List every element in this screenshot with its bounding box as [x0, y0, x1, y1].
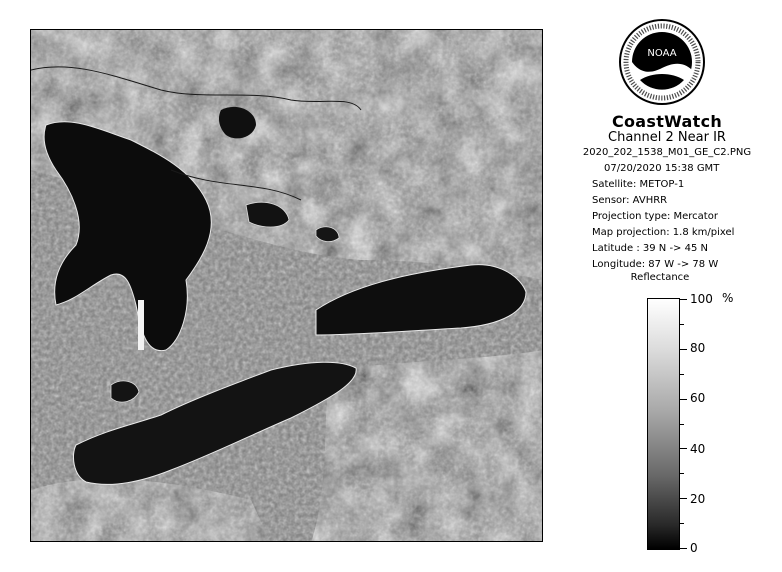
- colorbar-tick: [680, 349, 687, 350]
- satellite-label: Satellite: METOP-1: [592, 179, 685, 190]
- colorbar-tick: [680, 399, 687, 400]
- legend-unit: %: [722, 291, 734, 305]
- product-title: CoastWatch: [611, 112, 723, 131]
- colorbar-tick: [680, 424, 684, 425]
- channel-name: Channel 2 Near IR: [608, 130, 726, 145]
- tick-label-20: 20: [690, 492, 706, 506]
- map-projection-label: Map projection: 1.8 km/pixel: [592, 227, 735, 238]
- noaa-logo-icon: [618, 18, 706, 106]
- legend-title: Reflectance: [630, 272, 690, 283]
- colorbar-tick: [680, 448, 687, 449]
- colorbar-tick: [680, 523, 684, 524]
- colorbar-tick: [680, 324, 684, 325]
- datetime: 07/20/2020 15:38 GMT: [604, 163, 720, 174]
- tick-label-80: 80: [690, 341, 706, 355]
- latitude-label: Latitude : 39 N -> 45 N: [592, 243, 708, 254]
- reflectance-colorbar: [647, 298, 680, 550]
- projection-type-label: Projection type: Mercator: [592, 211, 718, 222]
- colorbar-tick: [680, 498, 687, 499]
- colorbar-tick: [680, 374, 684, 375]
- noaa-logo-text: NOAA: [647, 48, 677, 59]
- file-name: 2020_202_1538_M01_GE_C2.PNG: [582, 147, 752, 158]
- satellite-image-icon: [31, 30, 543, 542]
- sensor-label: Sensor: AVHRR: [592, 195, 668, 206]
- noaa-logo: [618, 18, 706, 106]
- tick-label-100: 100: [690, 292, 713, 306]
- longitude-label: Longitude: 87 W -> 78 W: [592, 259, 719, 270]
- colorbar-tick: [680, 548, 687, 549]
- satellite-image: [30, 29, 543, 542]
- colorbar-tick: [680, 473, 684, 474]
- tick-label-60: 60: [690, 391, 706, 405]
- tick-label-0: 0: [690, 541, 698, 555]
- tick-label-40: 40: [690, 442, 706, 456]
- colorbar-tick: [680, 299, 687, 300]
